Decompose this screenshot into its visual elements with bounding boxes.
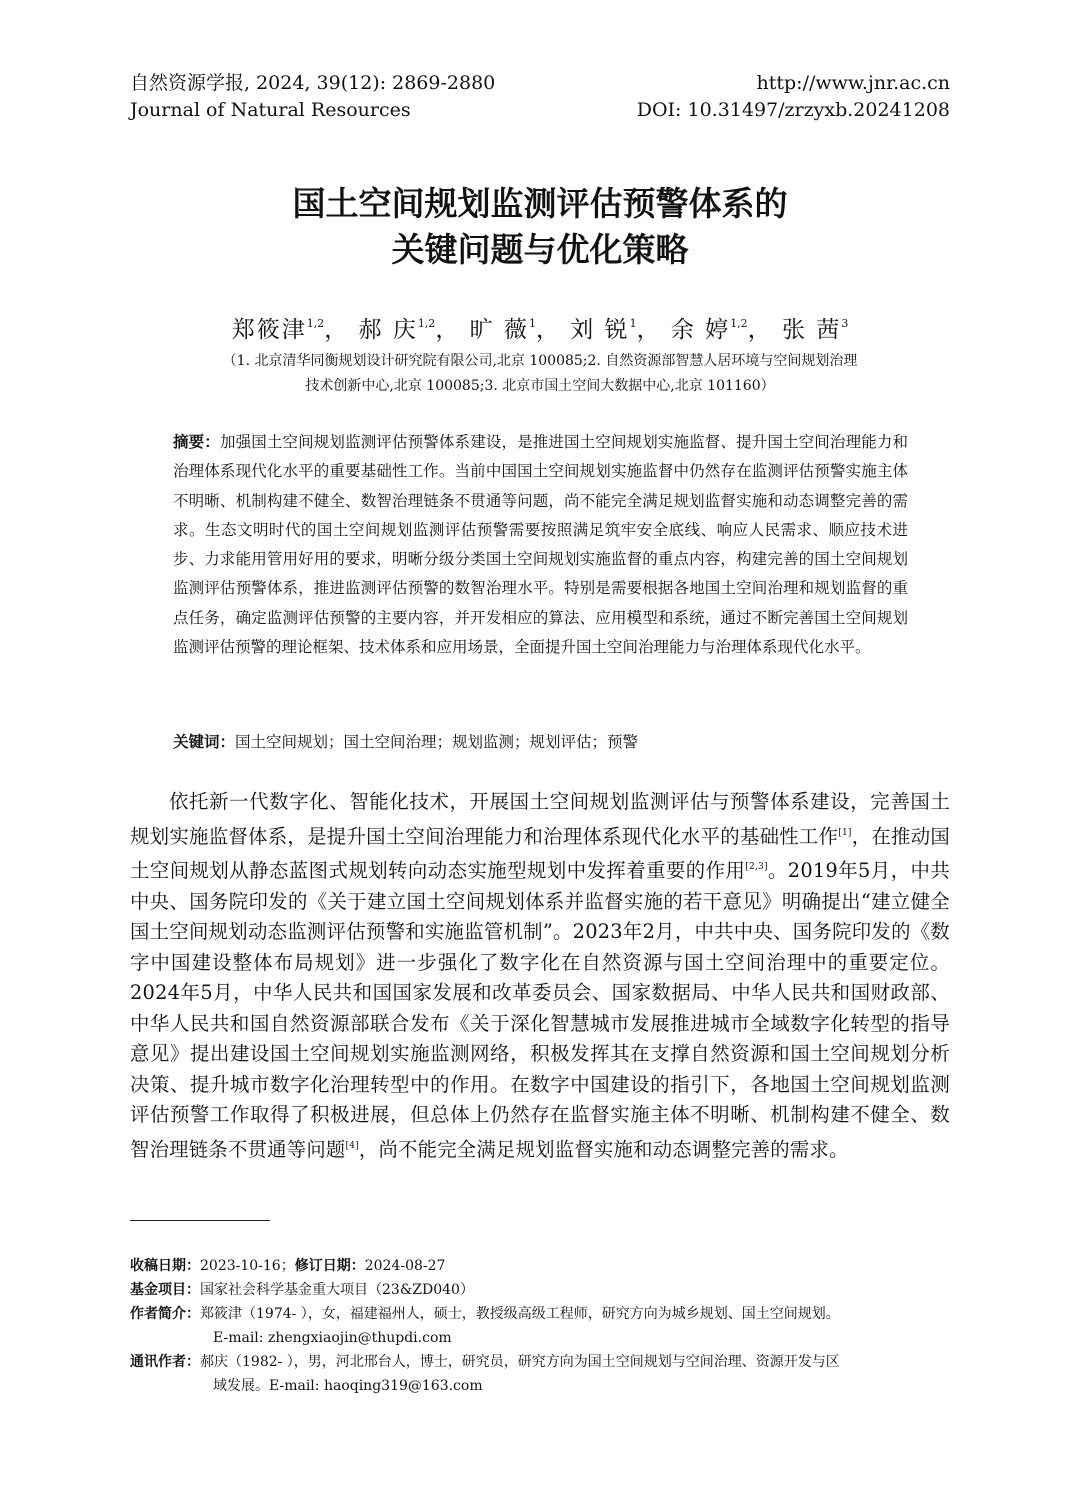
author: 旷 薇$^1$， <box>469 317 561 343</box>
author: 刘 锐$^1$， <box>570 317 662 343</box>
abstract-label: 摘要： <box>173 433 220 451</box>
received-date: 收稿日期：2023-10-16；修订日期：2024-08-27 <box>130 1258 446 1274</box>
affiliations <box>160 349 920 399</box>
affiliation-line: （1. 北京清华同衡规划设计研究院有限公司,北京 100085;2. 自然资源部智慧人居环境与空间规划治理 <box>222 353 858 369</box>
paper-title-line-1: 国土空间规划监测评估预警体系的 <box>292 184 788 223</box>
author: 郝 庆$^{1,2}$， <box>358 317 461 343</box>
author: 余 婷$^{1,2}$， <box>670 317 773 343</box>
footnote-divider <box>130 1220 270 1221</box>
corresponding-email[interactable]: 域发展。E-mail: haoqing319@163.com <box>213 1378 483 1394</box>
author-bio: 作者简介：郑筱津（1974- ），女，福建福州人，硕士，教授级高级工程师，研究方向为城乡规划、国土空间规划。 <box>130 1306 840 1322</box>
footnotes <box>130 1254 950 1398</box>
citation-ref[interactable]: [4] <box>345 1140 359 1151</box>
paper-title-line-2: 关键问题与优化策略 <box>391 230 689 269</box>
citation-ref[interactable]: [2,3] <box>745 862 768 872</box>
affiliation-line: 技术创新中心,北京 100085;3. 北京市国土空间大数据中心,北京 101160） <box>305 378 775 394</box>
author-list <box>0 309 1080 345</box>
author-email[interactable]: E-mail: zhengxiaojin@thupdi.com <box>213 1330 452 1346</box>
keywords <box>173 728 638 757</box>
journal-citation: 自然资源学报, 2024, 39(12): 2869-2880 <box>130 72 496 94</box>
citation-ref[interactable]: [1] <box>838 827 852 838</box>
journal-url[interactable]: http://www.jnr.ac.cn <box>756 72 950 94</box>
abstract-text: 加强国土空间规划监测评估预警体系建设，是推进国土空间规划实施监督、提升国土空间治理能力和治理体系现代化水平的重要基础性工作。当前中国国土空间规划实施监督中仍然存在监测评估预警实施主体不明晰、机制构建不健全、数智治理链条不贯通等问题，尚不能完全满足规划监督实施和动态调整完善的需求。生态文明时代的国土空间规划监测评估预警需要按照满足筑牢安全底线、响应人民需求、顺应技术进步、力求能用管用好用的要求，明晰分级分类国土空间规划实施监督的重点内容，构建完善的国土空间规划监测评估预警体系，推进监测评估预警的数智治理水平。特别是需要根据各地国土空间治理和规划监督的重点任务，确定监测评估预警的主要内容，并开发相应的算法、应用模型和系统，通过不断完善国土空间规划监测评估预警的理论框架、技术体系和应用场景，全面提升国土空间治理能力与治理体系现代化水平。 <box>173 433 908 657</box>
abstract <box>173 428 908 662</box>
author: 郑筱津$^{1,2}$， <box>231 317 350 343</box>
keywords-text: 国土空间规划；国土空间治理；规划监测；规划评估；预警 <box>235 733 639 751</box>
journal-name-en: Journal of Natural Resources <box>130 99 411 121</box>
fund-info: 基金项目：国家社会科学基金重大项目（23&ZD040） <box>130 1282 474 1298</box>
corresponding-author: 通讯作者：郝庆（1982- ），男，河北邢台人，博士，研究员，研究方向为国土空间规划与空间治理、资源开发与区 <box>130 1354 840 1370</box>
author: 张 茜$^3$ <box>782 317 849 343</box>
keywords-label: 关键词： <box>173 733 236 751</box>
doi[interactable]: DOI: 10.31497/zrzyxb.20241208 <box>636 99 950 121</box>
body-paragraph: 依托新一代数字化、智能化技术，开展国土空间规划监测评估与预警体系建设，完善国土规划实施监督体系，是提升国土空间治理能力和治理体系现代化水平的基础性工作[1]，在推动国土空间规划从静态蓝图式规划转向动态实施型规划中发挥着重要的作用[2,3]。2019年5月，中共中央、国务院印发的《关于建立国土空间规划体系并监督实施的若干意见》明确提出“建立健全国土空间规划动态监测评估预警和实施监管机制”。2023年2月，中共中央、国务院印发的《数字中国建设整体布局规划》进一步强化了数字化在自然资源与国土空间治理中的重要定位。2024年5月，中华人民共和国国家发展和改革委员会、国家数据局、中华人民共和国财政部、中华人民共和国自然资源部联合发布《关于深化智慧城市发展推进城市全域数字化转型的指导意见》提出建设国土空间规划实施监测网络，积极发挥其在支撑自然资源和国土空间规划分析决策、提升城市数字化治理转型中的作用。在数字中国建设的指引下，各地国土空间规划监测评估预警工作取得了积极进展，但总体上仍然存在监督实施主体不明晰、机制构建不健全、数智治理链条不贯通等问题[4]，尚不能完全满足规划监督实施和动态调整完善的需求。 <box>130 790 950 1161</box>
